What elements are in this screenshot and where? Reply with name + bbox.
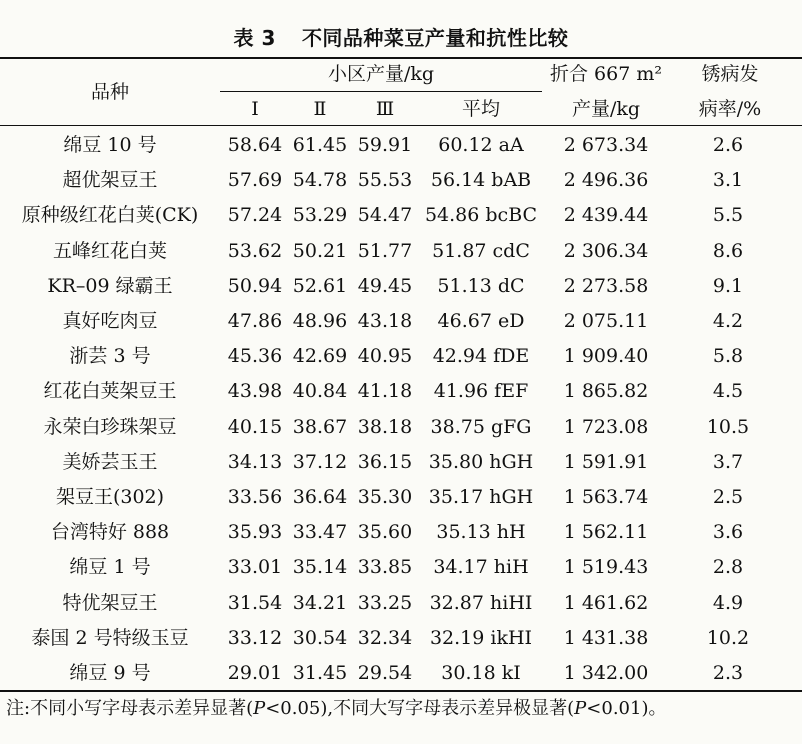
cell-average: 35.17 hGH (428, 486, 534, 508)
cell-rust-rate: 2.8 (712, 556, 744, 578)
cell-rep-2: 31.45 (292, 662, 348, 684)
cell-rep-3: 40.95 (357, 345, 413, 367)
header-rust-rate-line1: 锈病发 (701, 63, 759, 85)
cell-rep-3: 59.91 (357, 134, 413, 156)
cell-rep-3: 35.60 (357, 521, 413, 543)
table-number: 表 3 (233, 26, 276, 50)
cell-converted-yield: 1 909.40 (563, 345, 649, 367)
cell-rep-1: 50.94 (227, 275, 283, 297)
header-variety: 品种 (90, 81, 129, 103)
table-title: 不同品种菜豆产量和抗性比较 (301, 26, 569, 50)
cell-rep-2: 30.54 (292, 627, 348, 649)
cell-rust-rate: 3.1 (712, 169, 744, 191)
cell-rep-2: 53.29 (292, 204, 348, 226)
note-p-symbol-1: P (253, 698, 266, 719)
cell-rep-2: 48.96 (292, 310, 348, 332)
cell-rep-3: 43.18 (357, 310, 413, 332)
plot-yield-subrule (220, 91, 542, 92)
cell-average: 54.86 bcBC (424, 204, 538, 226)
cell-variety: 绵豆 10 号 (63, 134, 157, 156)
cell-rep-2: 35.14 (292, 556, 348, 578)
cell-converted-yield: 2 075.11 (563, 310, 649, 332)
header-plot-yield: 小区产量/kg (327, 63, 435, 85)
cell-rust-rate: 5.8 (712, 345, 744, 367)
cell-average: 32.87 hiHI (429, 592, 533, 614)
cell-rep-2: 52.61 (292, 275, 348, 297)
cell-rust-rate: 10.2 (706, 627, 750, 649)
cell-converted-yield: 1 461.62 (563, 592, 649, 614)
cell-rust-rate: 8.6 (712, 240, 744, 262)
cell-converted-yield: 1 431.38 (563, 627, 649, 649)
cell-converted-yield: 2 273.58 (563, 275, 649, 297)
cell-rep-3: 41.18 (357, 380, 413, 402)
cell-rep-3: 35.30 (357, 486, 413, 508)
header-converted-yield-line2: 产量/kg (571, 98, 641, 120)
cell-rep-2: 37.12 (292, 451, 348, 473)
note-p-symbol-2: P (574, 698, 587, 719)
cell-variety: KR–09 绿霸王 (47, 275, 173, 297)
cell-variety: 永荣白珍珠架豆 (43, 416, 177, 438)
cell-average: 35.80 hGH (428, 451, 534, 473)
cell-converted-yield: 2 496.36 (563, 169, 649, 191)
cell-variety: 泰国 2 号特级玉豆 (31, 627, 189, 649)
cell-rust-rate: 5.5 (712, 204, 744, 226)
cell-average: 30.18 kI (441, 662, 521, 684)
cell-rust-rate: 2.3 (712, 662, 744, 684)
cell-average: 38.75 gFG (430, 416, 532, 438)
cell-variety: 台湾特好 888 (50, 521, 170, 543)
header-rust-rate-line2: 病率/% (698, 98, 762, 120)
cell-converted-yield: 1 865.82 (563, 380, 649, 402)
table-caption (0, 22, 802, 51)
note-part-3: <0.01)。 (586, 698, 667, 719)
cell-variety: 五峰红花白荚 (52, 240, 167, 262)
top-rule (0, 57, 802, 59)
cell-rep-2: 33.47 (292, 521, 348, 543)
cell-rep-1: 47.86 (227, 310, 283, 332)
cell-average: 51.13 dC (437, 275, 525, 297)
cell-converted-yield: 1 563.74 (563, 486, 649, 508)
cell-rep-3: 29.54 (357, 662, 413, 684)
cell-rep-1: 35.93 (227, 521, 283, 543)
header-rule (0, 125, 802, 126)
cell-variety: 架豆王(302) (55, 486, 165, 508)
cell-rep-1: 33.01 (227, 556, 283, 578)
cell-rust-rate: 4.2 (712, 310, 744, 332)
cell-rep-1: 58.64 (227, 134, 283, 156)
header-rep-1: Ⅰ (251, 98, 259, 120)
header-average: 平均 (461, 98, 500, 120)
cell-variety: 绵豆 9 号 (69, 662, 151, 684)
cell-variety: 美娇芸玉王 (62, 451, 158, 473)
cell-rep-2: 40.84 (292, 380, 348, 402)
header-converted-yield-line1: 折合 667 m² (550, 63, 662, 85)
cell-rust-rate: 2.6 (712, 134, 744, 156)
cell-variety: 浙芸 3 号 (69, 345, 151, 367)
cell-average: 35.13 hH (436, 521, 526, 543)
table-note (6, 697, 666, 721)
cell-rep-1: 33.12 (227, 627, 283, 649)
cell-variety: 超优架豆王 (62, 169, 158, 191)
cell-rep-3: 51.77 (357, 240, 413, 262)
cell-variety: 特优架豆王 (62, 592, 158, 614)
cell-rep-2: 42.69 (292, 345, 348, 367)
cell-variety: 真好吃肉豆 (62, 310, 158, 332)
header-rep-3: Ⅲ (375, 98, 395, 120)
cell-average: 51.87 cdC (432, 240, 530, 262)
cell-rep-3: 32.34 (357, 627, 413, 649)
cell-average: 46.67 eD (437, 310, 525, 332)
cell-rep-3: 33.85 (357, 556, 413, 578)
bottom-rule (0, 690, 802, 692)
cell-rep-1: 57.24 (227, 204, 283, 226)
cell-average: 42.94 fDE (432, 345, 530, 367)
cell-converted-yield: 1 519.43 (563, 556, 649, 578)
cell-rep-1: 43.98 (227, 380, 283, 402)
cell-rep-2: 54.78 (292, 169, 348, 191)
cell-rep-3: 49.45 (357, 275, 413, 297)
cell-converted-yield: 2 439.44 (563, 204, 649, 226)
cell-average: 34.17 hiH (433, 556, 529, 578)
cell-rust-rate: 2.5 (712, 486, 744, 508)
cell-rep-2: 38.67 (292, 416, 348, 438)
cell-rust-rate: 4.9 (712, 592, 744, 614)
cell-rep-3: 36.15 (357, 451, 413, 473)
cell-average: 60.12 aA (438, 134, 524, 156)
cell-rust-rate: 3.7 (712, 451, 744, 473)
cell-rust-rate: 10.5 (706, 416, 750, 438)
cell-rep-1: 45.36 (227, 345, 283, 367)
cell-rep-1: 29.01 (227, 662, 283, 684)
cell-rep-1: 33.56 (227, 486, 283, 508)
note-part-1: 注:不同小写字母表示差异显著( (6, 698, 254, 719)
cell-rep-2: 61.45 (292, 134, 348, 156)
cell-variety: 绵豆 1 号 (69, 556, 151, 578)
header-rep-2: Ⅱ (313, 98, 327, 120)
cell-average: 32.19 ikHI (429, 627, 533, 649)
cell-rep-3: 54.47 (357, 204, 413, 226)
cell-rust-rate: 4.5 (712, 380, 744, 402)
cell-rep-1: 34.13 (227, 451, 283, 473)
cell-rep-3: 33.25 (357, 592, 413, 614)
cell-rep-1: 53.62 (227, 240, 283, 262)
cell-rust-rate: 9.1 (712, 275, 744, 297)
cell-rep-2: 34.21 (292, 592, 348, 614)
cell-converted-yield: 2 306.34 (563, 240, 649, 262)
cell-converted-yield: 1 591.91 (563, 451, 649, 473)
note-part-2: <0.05),不同大写字母表示差异极显著( (265, 698, 575, 719)
cell-converted-yield: 1 342.00 (563, 662, 649, 684)
cell-variety: 原种级红花白荚(CK) (21, 204, 199, 226)
cell-converted-yield: 1 562.11 (563, 521, 649, 543)
cell-converted-yield: 1 723.08 (563, 416, 649, 438)
cell-rep-2: 50.21 (292, 240, 348, 262)
cell-rep-3: 55.53 (357, 169, 413, 191)
cell-rep-1: 57.69 (227, 169, 283, 191)
cell-rep-3: 38.18 (357, 416, 413, 438)
cell-average: 56.14 bAB (430, 169, 532, 191)
cell-average: 41.96 fEF (433, 380, 529, 402)
cell-converted-yield: 2 673.34 (563, 134, 649, 156)
cell-rust-rate: 3.6 (712, 521, 744, 543)
cell-rep-1: 40.15 (227, 416, 283, 438)
cell-rep-2: 36.64 (292, 486, 348, 508)
cell-rep-1: 31.54 (227, 592, 283, 614)
cell-variety: 红花白荚架豆王 (43, 380, 177, 402)
